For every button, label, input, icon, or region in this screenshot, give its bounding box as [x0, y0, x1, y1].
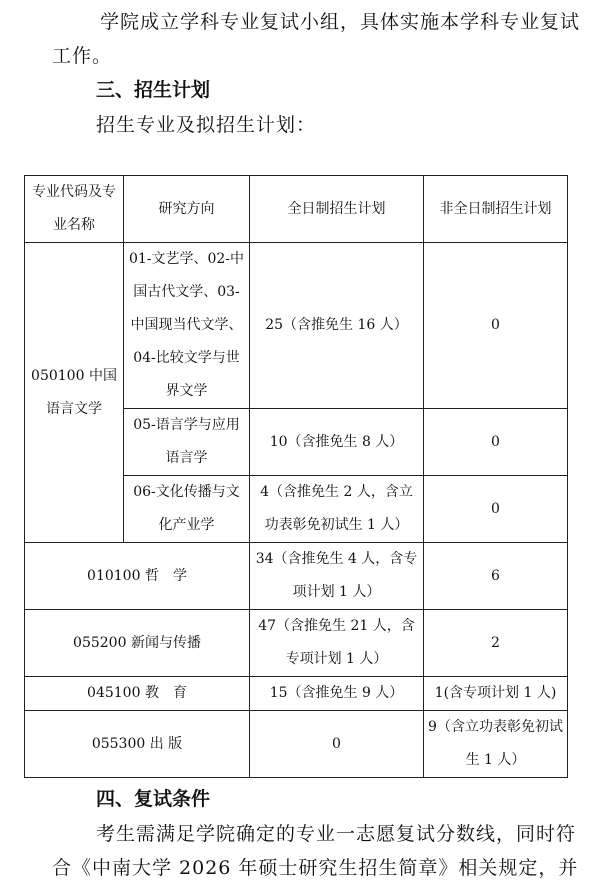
- header-fulltime: 全日制招生计划: [250, 176, 424, 243]
- table-row: [25, 243, 568, 409]
- parttime-cell: 1(含专项计划 1 人): [424, 677, 568, 711]
- major-cell: 055300 出 版: [25, 711, 250, 778]
- parttime-cell: 2: [424, 610, 568, 677]
- parttime-cell: 0: [424, 409, 568, 476]
- table-row: [25, 677, 568, 711]
- direction-cell: 06-文化传播与文化产业学: [124, 476, 250, 543]
- fulltime-cell: 47（含推免生 21 人，含专项计划 1 人）: [250, 610, 424, 677]
- table-row: [25, 543, 568, 610]
- intro-line-2: 工作。: [52, 45, 113, 67]
- parttime-cell: 9（含立功表彰免初试生 1 人）: [424, 711, 568, 778]
- enrollment-plan-table: [24, 175, 568, 778]
- parttime-cell: 6: [424, 543, 568, 610]
- fulltime-cell: 4（含推免生 2 人，含立功表彰免初试生 1 人）: [250, 476, 424, 543]
- section-4-title: 四、复试条件: [96, 788, 211, 810]
- major-cell: 045100 教 育: [25, 677, 250, 711]
- fulltime-cell: 15（含推免生 9 人）: [250, 677, 424, 711]
- section-3-subtitle: 招生专业及拟招生计划：: [96, 114, 317, 136]
- fulltime-cell: 25（含推免生 16 人）: [250, 243, 424, 409]
- section-4-line-2: 合《中南大学 2026 年硕士研究生招生简章》相关规定，并: [52, 857, 579, 879]
- direction-cell: 01-文艺学、02-中国古代文学、03-中国现当代文学、04-比较文学与世界文学: [124, 243, 250, 409]
- section-4-line-1: 考生需满足学院确定的专业一志愿复试分数线，同时符: [96, 823, 577, 845]
- section-3-title: 三、招生计划: [96, 79, 211, 101]
- table-row: [25, 610, 568, 677]
- header-direction: 研究方向: [124, 176, 250, 243]
- major-cell: 010100 哲 学: [25, 543, 250, 610]
- header-parttime: 非全日制招生计划: [424, 176, 568, 243]
- fulltime-cell: 10（含推免生 8 人）: [250, 409, 424, 476]
- table-header-row: [25, 176, 568, 243]
- header-major: 专业代码及专业名称: [25, 176, 124, 243]
- direction-cell: 05-语言学与应用语言学: [124, 409, 250, 476]
- intro-line-1: 学院成立学科专业复试小组，具体实施本学科专业复试: [100, 11, 581, 33]
- major-cell: 055200 新闻与传播: [25, 610, 250, 677]
- fulltime-cell: 0: [250, 711, 424, 778]
- parttime-cell: 0: [424, 476, 568, 543]
- table-row: [25, 711, 568, 778]
- fulltime-cell: 34（含推免生 4 人，含专项计划 1 人）: [250, 543, 424, 610]
- major-cell: 050100 中国语言文学: [25, 243, 124, 543]
- parttime-cell: 0: [424, 243, 568, 409]
